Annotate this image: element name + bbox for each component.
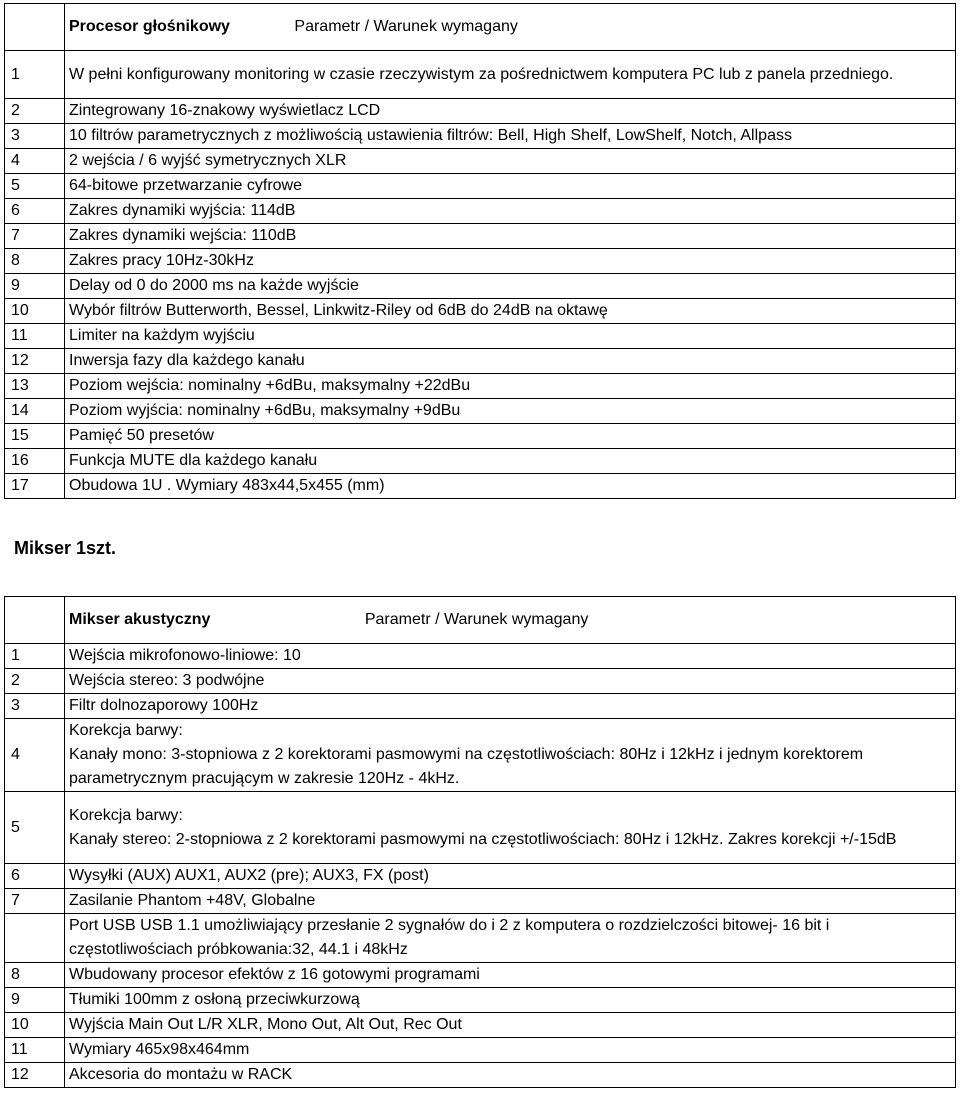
table-row — [5, 249, 956, 274]
row-number: 8 — [5, 963, 65, 988]
row-number: 7 — [5, 889, 65, 914]
row-text: Port USB USB 1.1 umożliwiający przesłanie 2 sygnałów do i 2 z komputera o rozdzielczości bitowej- 16 bit i częstotliwościach próbkowania:32, 44.1 i 48kHz — [65, 914, 956, 963]
table-row — [5, 669, 956, 694]
row-number: 1 — [5, 51, 65, 99]
table-row — [5, 963, 956, 988]
row-text: Wysyłki (AUX) AUX1, AUX2 (pre); AUX3, FX (post) — [65, 864, 956, 889]
table-row — [5, 224, 956, 249]
table-row — [5, 914, 956, 963]
header-title: Mikser akustyczny — [69, 611, 211, 628]
table-row — [5, 988, 956, 1013]
row-text: Delay od 0 do 2000 ms na każde wyjście — [65, 274, 956, 299]
row-text: Zakres pracy 10Hz-30kHz — [65, 249, 956, 274]
row-number: 12 — [5, 1063, 65, 1088]
processor-spec-table — [4, 3, 956, 499]
mixer-spec-table — [4, 596, 956, 1088]
row-number: 13 — [5, 374, 65, 399]
row-text: Wbudowany procesor efektów z 16 gotowymi programami — [65, 963, 956, 988]
row-text: Wejścia stereo: 3 podwójne — [65, 669, 956, 694]
row-text: 64-bitowe przetwarzanie cyfrowe — [65, 174, 956, 199]
table-row — [5, 349, 956, 374]
row-text: Zasilanie Phantom +48V, Globalne — [65, 889, 956, 914]
table-row — [5, 399, 956, 424]
row-number: 10 — [5, 299, 65, 324]
header-num-cell — [5, 4, 65, 51]
row-text: Tłumiki 100mm z osłoną przeciwkurzową — [65, 988, 956, 1013]
row-number: 17 — [5, 474, 65, 499]
row-text: Wymiary 465x98x464mm — [65, 1038, 956, 1063]
table-row — [5, 124, 956, 149]
row-number: 5 — [5, 792, 65, 864]
row-text: 2 wejścia / 6 wyjść symetrycznych XLR — [65, 149, 956, 174]
header-num-cell — [5, 597, 65, 644]
row-text: Poziom wejścia: nominalny +6dBu, maksymalny +22dBu — [65, 374, 956, 399]
row-number: 4 — [5, 149, 65, 174]
table-row — [5, 449, 956, 474]
row-text: Zakres dynamiki wyjścia: 114dB — [65, 199, 956, 224]
table-row — [5, 1013, 956, 1038]
row-text: Wejścia mikrofonowo-liniowe: 10 — [65, 644, 956, 669]
table-row — [5, 474, 956, 499]
table-row — [5, 299, 956, 324]
row-number: 14 — [5, 399, 65, 424]
table-body — [5, 644, 956, 1088]
row-number: 11 — [5, 1038, 65, 1063]
table-row — [5, 864, 956, 889]
row-text: Inwersja fazy dla każdego kanału — [65, 349, 956, 374]
row-number: 3 — [5, 694, 65, 719]
row-number — [5, 914, 65, 963]
row-text: Obudowa 1U . Wymiary 483x44,5x455 (mm) — [65, 474, 956, 499]
row-text: Pamięć 50 presetów — [65, 424, 956, 449]
row-number: 2 — [5, 669, 65, 694]
table-row — [5, 1063, 956, 1088]
header-cell — [65, 597, 956, 644]
table-row — [5, 274, 956, 299]
row-text: Wyjścia Main Out L/R XLR, Mono Out, Alt Out, Rec Out — [65, 1013, 956, 1038]
row-number: 1 — [5, 644, 65, 669]
header-cell — [65, 4, 956, 51]
row-text: 10 filtrów parametrycznych z możliwością ustawienia filtrów: Bell, High Shelf, LowShelf, Notch, Allpass — [65, 124, 956, 149]
row-number: 6 — [5, 199, 65, 224]
section-title: Mikser 1szt. — [14, 538, 117, 558]
row-text: Poziom wyjścia: nominalny +6dBu, maksymalny +9dBu — [65, 399, 956, 424]
table-header — [5, 4, 956, 51]
table-row — [5, 694, 956, 719]
row-text: Zintegrowany 16-znakowy wyświetlacz LCD — [65, 99, 956, 124]
header-param: Parametr / Warunek wymagany — [364, 611, 589, 628]
table-row — [5, 324, 956, 349]
row-number: 12 — [5, 349, 65, 374]
table-row — [5, 149, 956, 174]
table-row — [5, 174, 956, 199]
row-number: 5 — [5, 174, 65, 199]
table-row — [5, 99, 956, 124]
table-row — [5, 719, 956, 792]
row-text: Funkcja MUTE dla każdego kanału — [65, 449, 956, 474]
row-number: 3 — [5, 124, 65, 149]
row-number: 2 — [5, 99, 65, 124]
row-text: Korekcja barwy: Kanały mono: 3-stopniowa z 2 korektorami pasmowymi na częstotliwościach: 80Hz i 12kHz i jednym korektorem parametrycznym pracującym w zakresie 120Hz - 4kHz. — [65, 719, 956, 792]
row-number: 7 — [5, 224, 65, 249]
table-row — [5, 51, 956, 99]
row-number: 16 — [5, 449, 65, 474]
row-text: Limiter na każdym wyjściu — [65, 324, 956, 349]
table-row — [5, 424, 956, 449]
table-header — [5, 597, 956, 644]
row-text: W pełni konfigurowany monitoring w czasie rzeczywistym za pośrednictwem komputera PC lub z panela przedniego. — [65, 51, 956, 99]
row-number: 11 — [5, 324, 65, 349]
row-number: 9 — [5, 274, 65, 299]
table-row — [5, 1038, 956, 1063]
table-row — [5, 889, 956, 914]
header-param: Parametr / Warunek wymagany — [294, 18, 518, 35]
row-number: 15 — [5, 424, 65, 449]
row-text: Akcesoria do montażu w RACK — [65, 1063, 956, 1088]
row-number: 8 — [5, 249, 65, 274]
table-row — [5, 374, 956, 399]
row-text: Filtr dolnozaporowy 100Hz — [65, 694, 956, 719]
row-number: 9 — [5, 988, 65, 1013]
row-text: Zakres dynamiki wejścia: 110dB — [65, 224, 956, 249]
row-text: Wybór filtrów Butterworth, Bessel, Linkwitz-Riley od 6dB do 24dB na oktawę — [65, 299, 956, 324]
row-text: Korekcja barwy: Kanały stereo: 2-stopniowa z 2 korektorami pasmowymi na częstotliwościach: 80Hz i 12kHz. Zakres korekcji +/-15dB — [65, 792, 956, 864]
table-row — [5, 199, 956, 224]
header-title: Procesor głośnikowy — [69, 18, 230, 35]
table-body — [5, 51, 956, 499]
row-number: 4 — [5, 719, 65, 792]
table-row — [5, 792, 956, 864]
row-number: 6 — [5, 864, 65, 889]
table-row — [5, 644, 956, 669]
row-number: 10 — [5, 1013, 65, 1038]
